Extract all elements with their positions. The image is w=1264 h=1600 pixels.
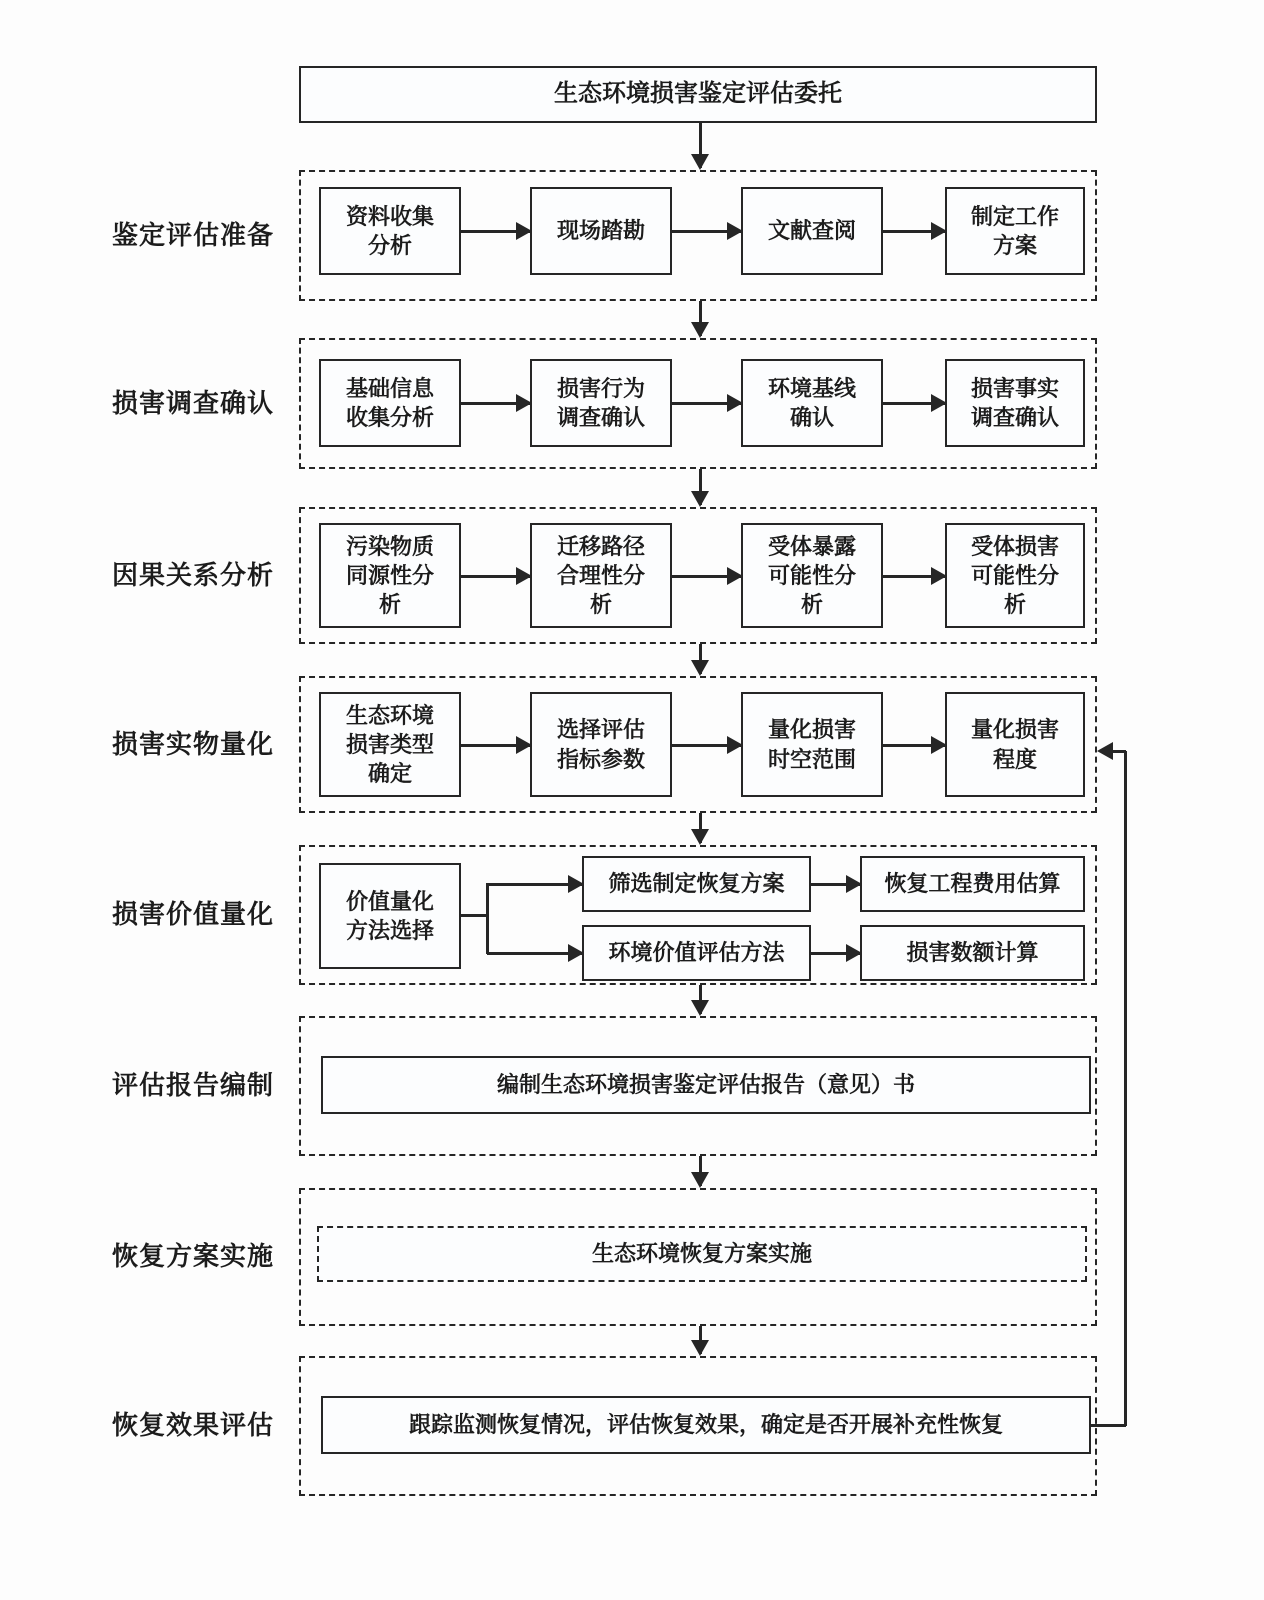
stage-label-physical-quant: 损害实物量化	[111, 730, 274, 759]
flow-box: 生态环境损害类型确定	[319, 692, 461, 797]
h-arrow	[883, 744, 945, 747]
flow-box: 现场踏勘	[530, 187, 672, 275]
v-arrow	[699, 301, 702, 336]
flow-box: 迁移路径合理性分析	[530, 523, 672, 628]
stage-label-investigation: 损害调查确认	[111, 389, 274, 418]
h-arrow	[461, 575, 530, 578]
stage-label-restoration: 恢复方案实施	[111, 1242, 274, 1271]
flow-box-env-value-method: 环境价值评估方法	[582, 925, 811, 981]
branch-split-line	[486, 883, 489, 954]
flow-box: 受体暴露可能性分析	[741, 523, 883, 628]
h-arrow	[672, 402, 741, 405]
flow-box-restoration: 生态环境恢复方案实施	[317, 1226, 1087, 1282]
feedback-line-bottom	[1091, 1424, 1126, 1427]
stage-label-report: 评估报告编制	[111, 1071, 274, 1100]
flow-box: 污染物质同源性分析	[319, 523, 461, 628]
feedback-line-vertical	[1124, 751, 1127, 1426]
h-arrow	[883, 402, 945, 405]
stage-label-effect-eval: 恢复效果评估	[111, 1411, 274, 1440]
h-arrow	[461, 744, 530, 747]
h-arrow	[811, 952, 860, 955]
v-arrow	[699, 1156, 702, 1186]
feedback-line-top	[1111, 750, 1126, 753]
h-arrow	[883, 575, 945, 578]
stage-label-value-quant: 损害价值量化	[111, 900, 274, 929]
stage-label-causality: 因果关系分析	[111, 561, 274, 590]
h-arrow	[487, 952, 582, 955]
flow-box: 制定工作方案	[945, 187, 1085, 275]
branch-stem-line	[461, 914, 488, 917]
h-arrow	[883, 230, 945, 233]
flow-box-report: 编制生态环境损害鉴定评估报告（意见）书	[321, 1056, 1091, 1114]
title-box	[299, 66, 1097, 123]
stage-label-preparation: 鉴定评估准备	[111, 221, 274, 250]
h-arrow	[461, 230, 530, 233]
feedback-arrowhead	[1097, 742, 1113, 760]
flow-box: 损害事实调查确认	[945, 359, 1085, 447]
flow-box: 受体损害可能性分析	[945, 523, 1085, 628]
flow-box-value-method: 价值量化方法选择	[319, 863, 461, 969]
flow-box-restore-plan: 筛选制定恢复方案	[582, 856, 811, 912]
v-arrow	[699, 985, 702, 1014]
flow-box: 选择评估指标参数	[530, 692, 672, 797]
title-box-label: 生态环境损害鉴定评估委托	[554, 80, 842, 107]
flow-box: 环境基线确认	[741, 359, 883, 447]
flow-box: 资料收集分析	[319, 187, 461, 275]
v-arrow	[699, 644, 702, 674]
flow-box-restore-cost: 恢复工程费用估算	[860, 856, 1085, 912]
flow-box: 基础信息收集分析	[319, 359, 461, 447]
h-arrow	[672, 744, 741, 747]
h-arrow	[811, 883, 860, 886]
flow-box: 损害行为调查确认	[530, 359, 672, 447]
flow-box-damage-amount: 损害数额计算	[860, 925, 1085, 981]
v-arrow	[699, 469, 702, 505]
h-arrow	[672, 575, 741, 578]
flow-box: 文献查阅	[741, 187, 883, 275]
flow-box: 量化损害程度	[945, 692, 1085, 797]
v-arrow	[699, 813, 702, 843]
flow-box: 量化损害时空范围	[741, 692, 883, 797]
v-arrow	[699, 123, 702, 168]
v-arrow	[699, 1326, 702, 1354]
h-arrow	[487, 883, 582, 886]
flow-box-tracking: 跟踪监测恢复情况，评估恢复效果，确定是否开展补充性恢复	[321, 1396, 1091, 1454]
h-arrow	[461, 402, 530, 405]
h-arrow	[672, 230, 741, 233]
